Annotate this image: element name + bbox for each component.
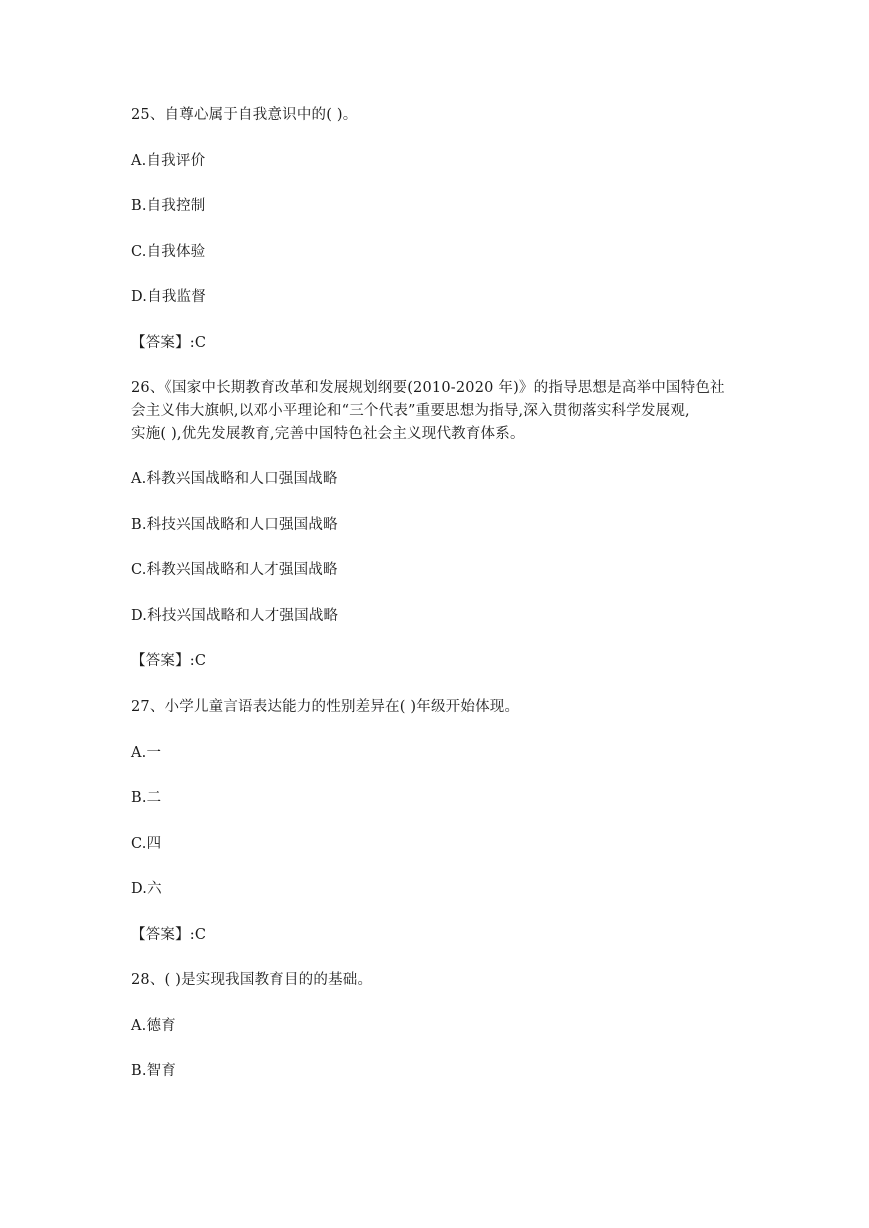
question-stem: 27、小学儿童言语表达能力的性别差异在( )年级开始体现。 <box>131 699 520 715</box>
answer-line: 【答案】:C <box>131 653 207 669</box>
option-a: A.科教兴国战略和人口强国战略 <box>131 471 338 487</box>
question-stem: 实施( ),优先发展教育,完善中国特色社会主义现代教育体系。 <box>131 426 525 442</box>
option-d: D.六 <box>131 881 162 897</box>
option-a: A.自我评价 <box>131 153 206 169</box>
option-d: D.自我监督 <box>131 289 206 305</box>
option-c: C.科教兴国战略和人才强国战略 <box>131 562 338 578</box>
answer-line: 【答案】:C <box>131 927 207 943</box>
option-d: D.科技兴国战略和人才强国战略 <box>131 608 339 624</box>
option-b: B.自我控制 <box>131 198 206 214</box>
option-b: B.二 <box>131 790 162 806</box>
option-a: A.德育 <box>131 1018 176 1034</box>
option-c: C.自我体验 <box>131 244 206 260</box>
question-stem: 25、自尊心属于自我意识中的( )。 <box>131 107 358 123</box>
option-b: B.科技兴国战略和人口强国战略 <box>131 517 338 533</box>
question-stem: 28、( )是实现我国教育目的的基础。 <box>131 972 373 988</box>
option-c: C.四 <box>131 836 162 852</box>
option-a: A.一 <box>131 745 162 761</box>
question-stem: 会主义伟大旗帜,以邓小平理论和“三个代表”重要思想为指导,深入贯彻落实科学发展观, <box>131 403 690 419</box>
question-stem: 26、《国家中长期教育改革和发展规划纲要(2010-2020 年)》的指导思想是高举中国特色社 <box>131 380 725 396</box>
answer-line: 【答案】:C <box>131 335 207 351</box>
option-b: B.智育 <box>131 1063 177 1079</box>
